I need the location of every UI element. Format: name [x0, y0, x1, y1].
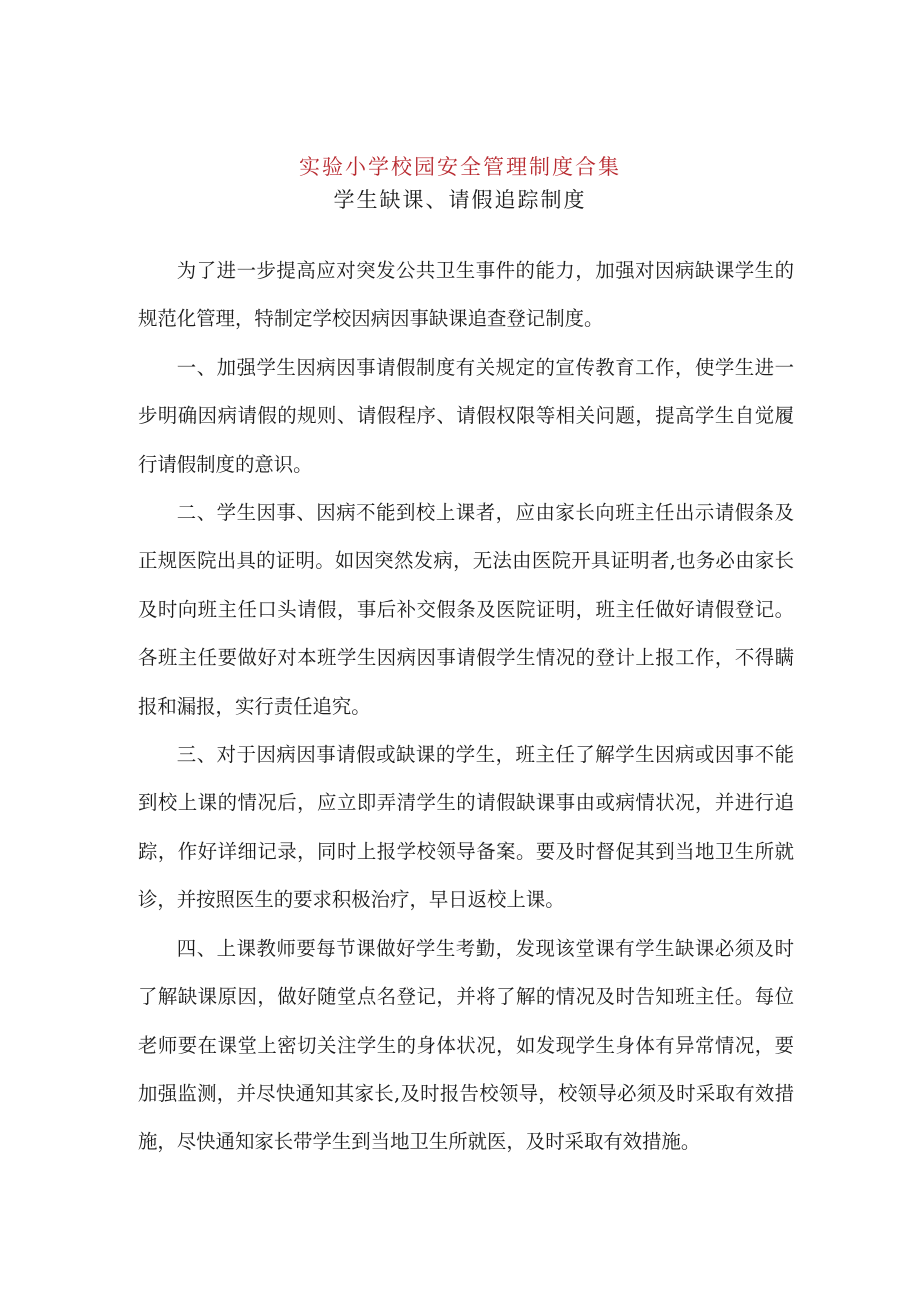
paragraph-intro: 为了进一步提高应对突发公共卫生事件的能力，加强对因病缺课学生的规范化管理，特制定学校因病因事缺课追查登记制度。 — [138, 259, 794, 331]
document-body — [138, 247, 794, 1167]
document-subtitle: 学生缺课、请假追踪制度 — [333, 188, 587, 212]
document-title: 实验小学校园安全管理制度合集 — [299, 155, 621, 179]
paragraph-four: 四、上课教师要每节课做好学生考勤，发现该堂课有学生缺课必须及时了解缺课原因，做好随堂点名登记，并将了解的情况及时告知班主任。每位老师要在课堂上密切关注学生的身体状况，如发现学生身体有异常情况，要加强监测，并尽快通知其家长,及时报告校领导，校领导必须及时采取有效措施，尽快通知家长带学生到当地卫生所就医，及时采取有效措施。 — [138, 936, 794, 1154]
paragraph-three: 三、对于因病因事请假或缺课的学生，班主任了解学生因病或因事不能到校上课的情况后，应立即弄清学生的请假缺课事由或病情状况，并进行追踪，作好详细记录，同时上报学校领导备案。要及时督促其到当地卫生所就诊，并按照医生的要求积极治疗，早日返校上课。 — [138, 743, 794, 912]
paragraph-one: 一、加强学生因病因事请假制度有关规定的宣传教育工作，使学生进一步明确因病请假的规则、请假程序、请假权限等相关问题，提高学生自觉履行请假制度的意识。 — [138, 355, 794, 476]
paragraph-two: 二、学生因事、因病不能到校上课者，应由家长向班主任出示请假条及正规医院出具的证明。如因突然发病，无法由医院开具证明者,也务必由家长及时向班主任口头请假，事后补交假条及医院证明，班主任做好请假登记。各班主任要做好对本班学生因病因事请假学生情况的登计上报工作，不得瞒报和漏报，实行责任追究。 — [138, 501, 794, 718]
